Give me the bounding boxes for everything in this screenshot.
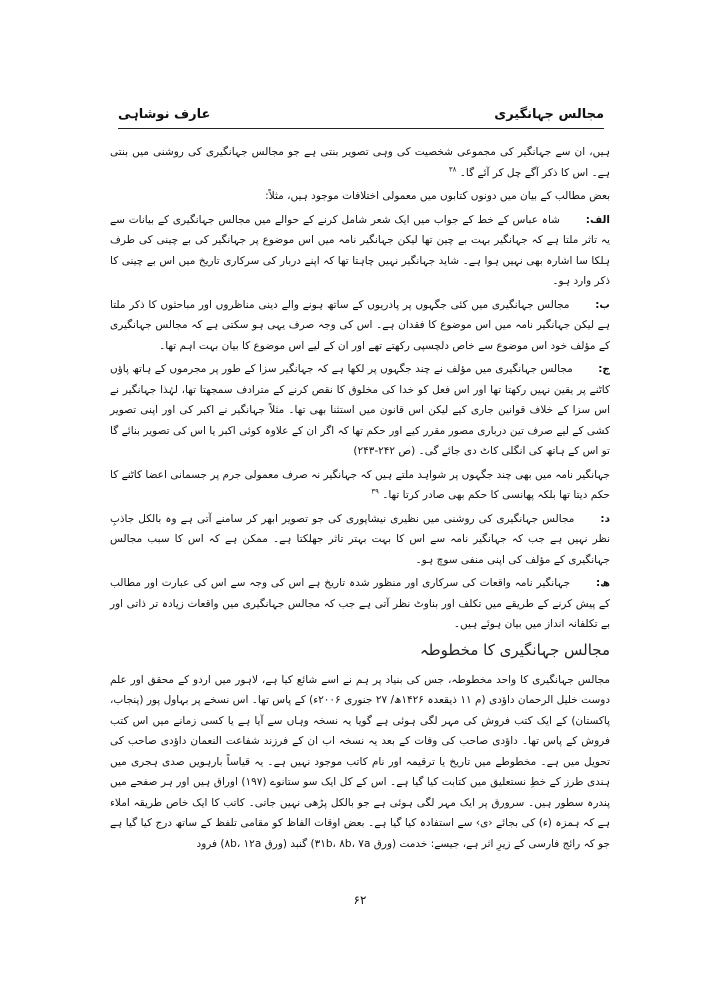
footnote-reference: ۳۸ [448,165,457,173]
paragraph-text: مجالس جہانگیری میں مؤلف نے چند جگہوں پر لکھا ہے کہ جہانگیر سزا کے طور پر مجرموں کے ہاتھ پاؤں کاٹنے پر یقین نہیں رکھتا تھا اور اس فعل کو خدا کی مخلوق کا نقص کرنے کے مترادف سمجھتا تھا، لہٰذا جہانگیر نے اس سزا کے خلاف قوانین جاری کیے لیکن اس قانون میں استثنا بھی تھا۔ مثلاً جہانگیر نے اکبر کی اور اپنی تصویر کشی کے لیے صرف تین درباری مصور مقرر کیے اور حکم تھا کہ اگر ان کے علاوہ کوئی اکبر یا اس کی تصویر بنائے گا تو اس کے ہاتھ کی انگلی کاٹ دی جائے گی۔ (ص ۲۴۲-۲۴۳) [110,363,610,457]
paragraph-item-jeem [110,359,610,462]
paragraph-intro-continuation [110,142,610,183]
paragraph-item-he [110,573,610,635]
paragraph-text: مجالس جہانگیری کی روشنی میں نظیری نیشاپوری کی جو تصویر ابھر کر سامنے آتی ہے وہ بالکل جاذبِ نظر نہیں ہے جب کہ جہانگیر نامہ سے اس کا بہت بہتر تاثر جھلکتا ہے۔ ممکن ہے کہ اس کا سبب مجالس جہانگیری کے مؤلف کی اپنی منفی سوچ ہو۔ [110,512,610,566]
book-title: مجالس جہانگیری [494,106,604,122]
section-heading: مجالس جہانگیری کا مخطوطہ [419,640,610,659]
paragraph-text: مجالس جہانگیری میں کئی جگہوں پر پادریوں کے ساتھ ہونے والے دینی مناظروں اور مباحثوں کا ذکر ملتا ہے لیکن جہانگیر نامہ میں اس موضوع کا فقدان ہے۔ اس کی وجہ صرف یہی ہو سکتی ہے کہ مجالس جہانگیری کے مؤلف خود اس موضوع سے خاص دلچسپی رکھتے تھے اور ان کے لیے اس موضوع کا بیان بہت اہم تھا۔ [110,298,610,352]
item-label: ھ: [595,577,610,589]
paragraph-text: ہیں، ان سے جہانگیر کی مجموعی شخصیت کی وہی تصویر بنتی ہے جو مجالس جہانگیری کی روشنی میں بنتی ہے۔ اس کا ذکر آگے چل کر آئے گا۔ [110,146,610,179]
paragraph-item-dal [110,509,610,571]
item-label: الف: [585,213,610,226]
body-text [110,142,610,857]
page-number: ۶۲ [353,893,367,907]
header-rule [118,128,604,129]
item-label: ج: [598,363,610,375]
paragraph-item-alif [110,210,610,292]
paragraph-text: جہانگیر نامہ واقعات کی سرکاری اور منظور شدہ تاریخ ہے اس کی وجہ سے اس کی عبارت اور مطالب کے پیش کرنے کے طریقے میں تکلف اور بناوٹ نظر آتی ہے جب کہ مجالس جہانگیری میں واقعات زیادہ تر ذاتی اور بے تکلفانہ انداز میں بیان ہوئے ہیں۔ [110,577,610,630]
paragraph-text: بعض مطالب کے بیان میں دونوں کتابوں میں معمولی اختلافات موجود ہیں، مثلاً: [265,190,610,202]
footnote-reference: ۳۹ [371,487,379,496]
author-name: عارف نوشاہی [118,106,211,122]
paragraph-text: مجالس جہانگیری کا واحد مخطوطہ، جس کی بنیاد پر ہم نے اسے شائع کیا ہے، لاہور میں اردو کے محقق اور علم دوست خلیل الرحمان داؤدی (م ۱۱ ذیقعدہ ۱۴۲۶ھ/ ۲۷ جنوری ۲۰۰۶ء) کے پاس تھا۔ اس نسخے پر بہاول پور (پنجاب، پاکستان) کے ایک کتب فروش کی مہر لگی ہوئی ہے گویا یہ نسخہ وہاں سے آیا ہے یا کسی زمانے میں اس کتب فروش کے پاس تھا۔ داؤدی صاحب کی وفات کے بعد یہ نسخہ اب ان کے فرزند شفاعت النعمان داؤدی صاحب کی تحویل میں ہے۔ مخطوطے میں تاریخ یا ترقیمہ اور نام کاتب موجود نہیں ہے۔ یہ قیاساً بارہویں صدی ہجری میں ہندی طرز کے خطِ نستعلیق میں کتابت کیا گیا ہے۔ اس کے کل ایک سو ستانوے (۱۹۷) اوراق ہیں اور ہر صفحے میں پندرہ سطور ہیں۔ سرورق پر ایک مہر لگی ہوئی ہے جو بالکل پڑھی نہیں جاتی۔ کاتب کا ایک خاص طریقہ املاء ہے کہ ہمزہ (ء) کی بجائے ‹ی› سے استفادہ کیا گیا ہے۔ بعض اوقات الفاظ کو مقامی تلفظ کے ساتھ درج کیا گیا ہے جو کہ رائج فارسی کے زیرِ اثر ہے، جیسے: خدمت (ورق ۳۱b، ۸b، ۷a) گنبد (ورق ۸b، ۱۲a) فرود [110,673,610,850]
paragraph-text: شاہ عباس کے خط کے جواب میں ایک شعر شامل کرنے کے حوالے میں مجالس جہانگیری کے بیانات سے یہ تاثر ملتا ہے کہ جہانگیر بہت بے چین تھا لیکن جہانگیر نامہ میں اس موضوع پر جہانگیر کی بے چینی کی طرف ہلکا سا اشارہ بھی نہیں ہوا ہے۔ شاید جہانگیر نہیں چاہتا تھا کہ اپنے دربار کی سرکاری تاریخ میں اس بے چینی کا ذکر وارد ہو۔ [110,213,610,287]
paragraph-jahangirnama-note [110,465,610,506]
paragraph-manuscript [110,670,610,855]
item-label: د: [600,512,611,525]
paragraph-text: جہانگیر نامہ میں بھی چند جگہوں پر شواہد ملتے ہیں کہ جہانگیر نہ صرف معمولی جرم پر جسمانی اعضا کاٹنے کا حکم دیتا تھا بلکہ پھانسی کا حکم بھی صادر کرتا تھا۔ [110,468,610,501]
item-label: ب: [595,298,610,311]
paragraph-item-be [110,295,610,357]
paragraph-differences-intro [110,186,610,207]
running-header [118,104,604,124]
